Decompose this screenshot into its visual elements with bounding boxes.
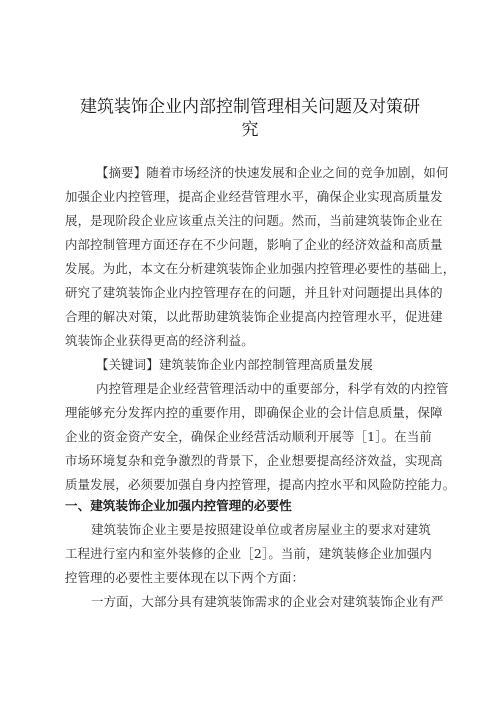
intro-line-1: 内控管理是企业经营管理活动中的重要部分，科学有效的内控管 xyxy=(96,381,449,396)
section1-line-2: 工程进行室内和室外装修的企业［2］。当前，建筑装修企业加强内 xyxy=(65,546,433,561)
section-heading-1: 一、建筑装饰企业加强内控管理的必要性 xyxy=(65,498,292,513)
intro-line-3: 企业的资金资产安全，确保企业经营活动顺利开展等［1］。在当前 xyxy=(65,429,433,444)
paper-title-line-2: 究 xyxy=(241,120,259,140)
abstract-line-8: 筑装饰企业获得更高的经济利益。 xyxy=(65,333,254,348)
paper-title-line-1: 建筑装饰企业内部控制管理相关问题及对策研 xyxy=(80,97,420,117)
intro-line-4: 市场环境复杂和竞争激烈的背景下，企业想要提高经济效益，实现高 xyxy=(65,453,443,468)
keywords-line: 【关键词】建筑装饰企业内部控制管理高质量发展 xyxy=(96,357,373,372)
abstract-line-2: 加强企业内控管理，提高企业经营管理水平，确保企业实现高质量发 xyxy=(65,189,443,204)
abstract-line-4: 内部控制管理方面还存在不少问题，影响了企业的经济效益和高质量 xyxy=(65,237,443,252)
abstract-line-3: 展，是现阶段企业应该重点关注的问题。然而，当前建筑装饰企业在 xyxy=(65,213,443,228)
section1-line-3: 控管理的必要性主要体现在以下两个方面： xyxy=(65,570,305,585)
section1-line-4: 一方面，大部分具有建筑装饰需求的企业会对建筑装饰企业有严 xyxy=(91,594,444,609)
abstract-line-1: 【摘要】随着市场经济的快速发展和企业之间的竞争加剧，如何 xyxy=(96,165,449,180)
intro-line-5: 质量发展，必须要加强自身内控管理，提高内控水平和风险防控能力。 xyxy=(65,477,456,492)
abstract-line-7: 合理的解决对策，以此帮助建筑装饰企业提高内控管理水平，促进建 xyxy=(65,309,443,324)
section1-line-1: 建筑装饰企业主要是按照建设单位或者房屋业主的要求对建筑 xyxy=(91,522,431,537)
intro-line-2: 理能够充分发挥内控的重要作用，即确保企业的会计信息质量，保障 xyxy=(65,405,443,420)
abstract-line-6: 研究了建筑装饰企业内控管理存在的问题，并且针对问题提出具体的 xyxy=(65,285,443,300)
abstract-line-5: 发展。为此，本文在分析建筑装饰企业加强内控管理必要性的基础上， xyxy=(65,261,456,276)
